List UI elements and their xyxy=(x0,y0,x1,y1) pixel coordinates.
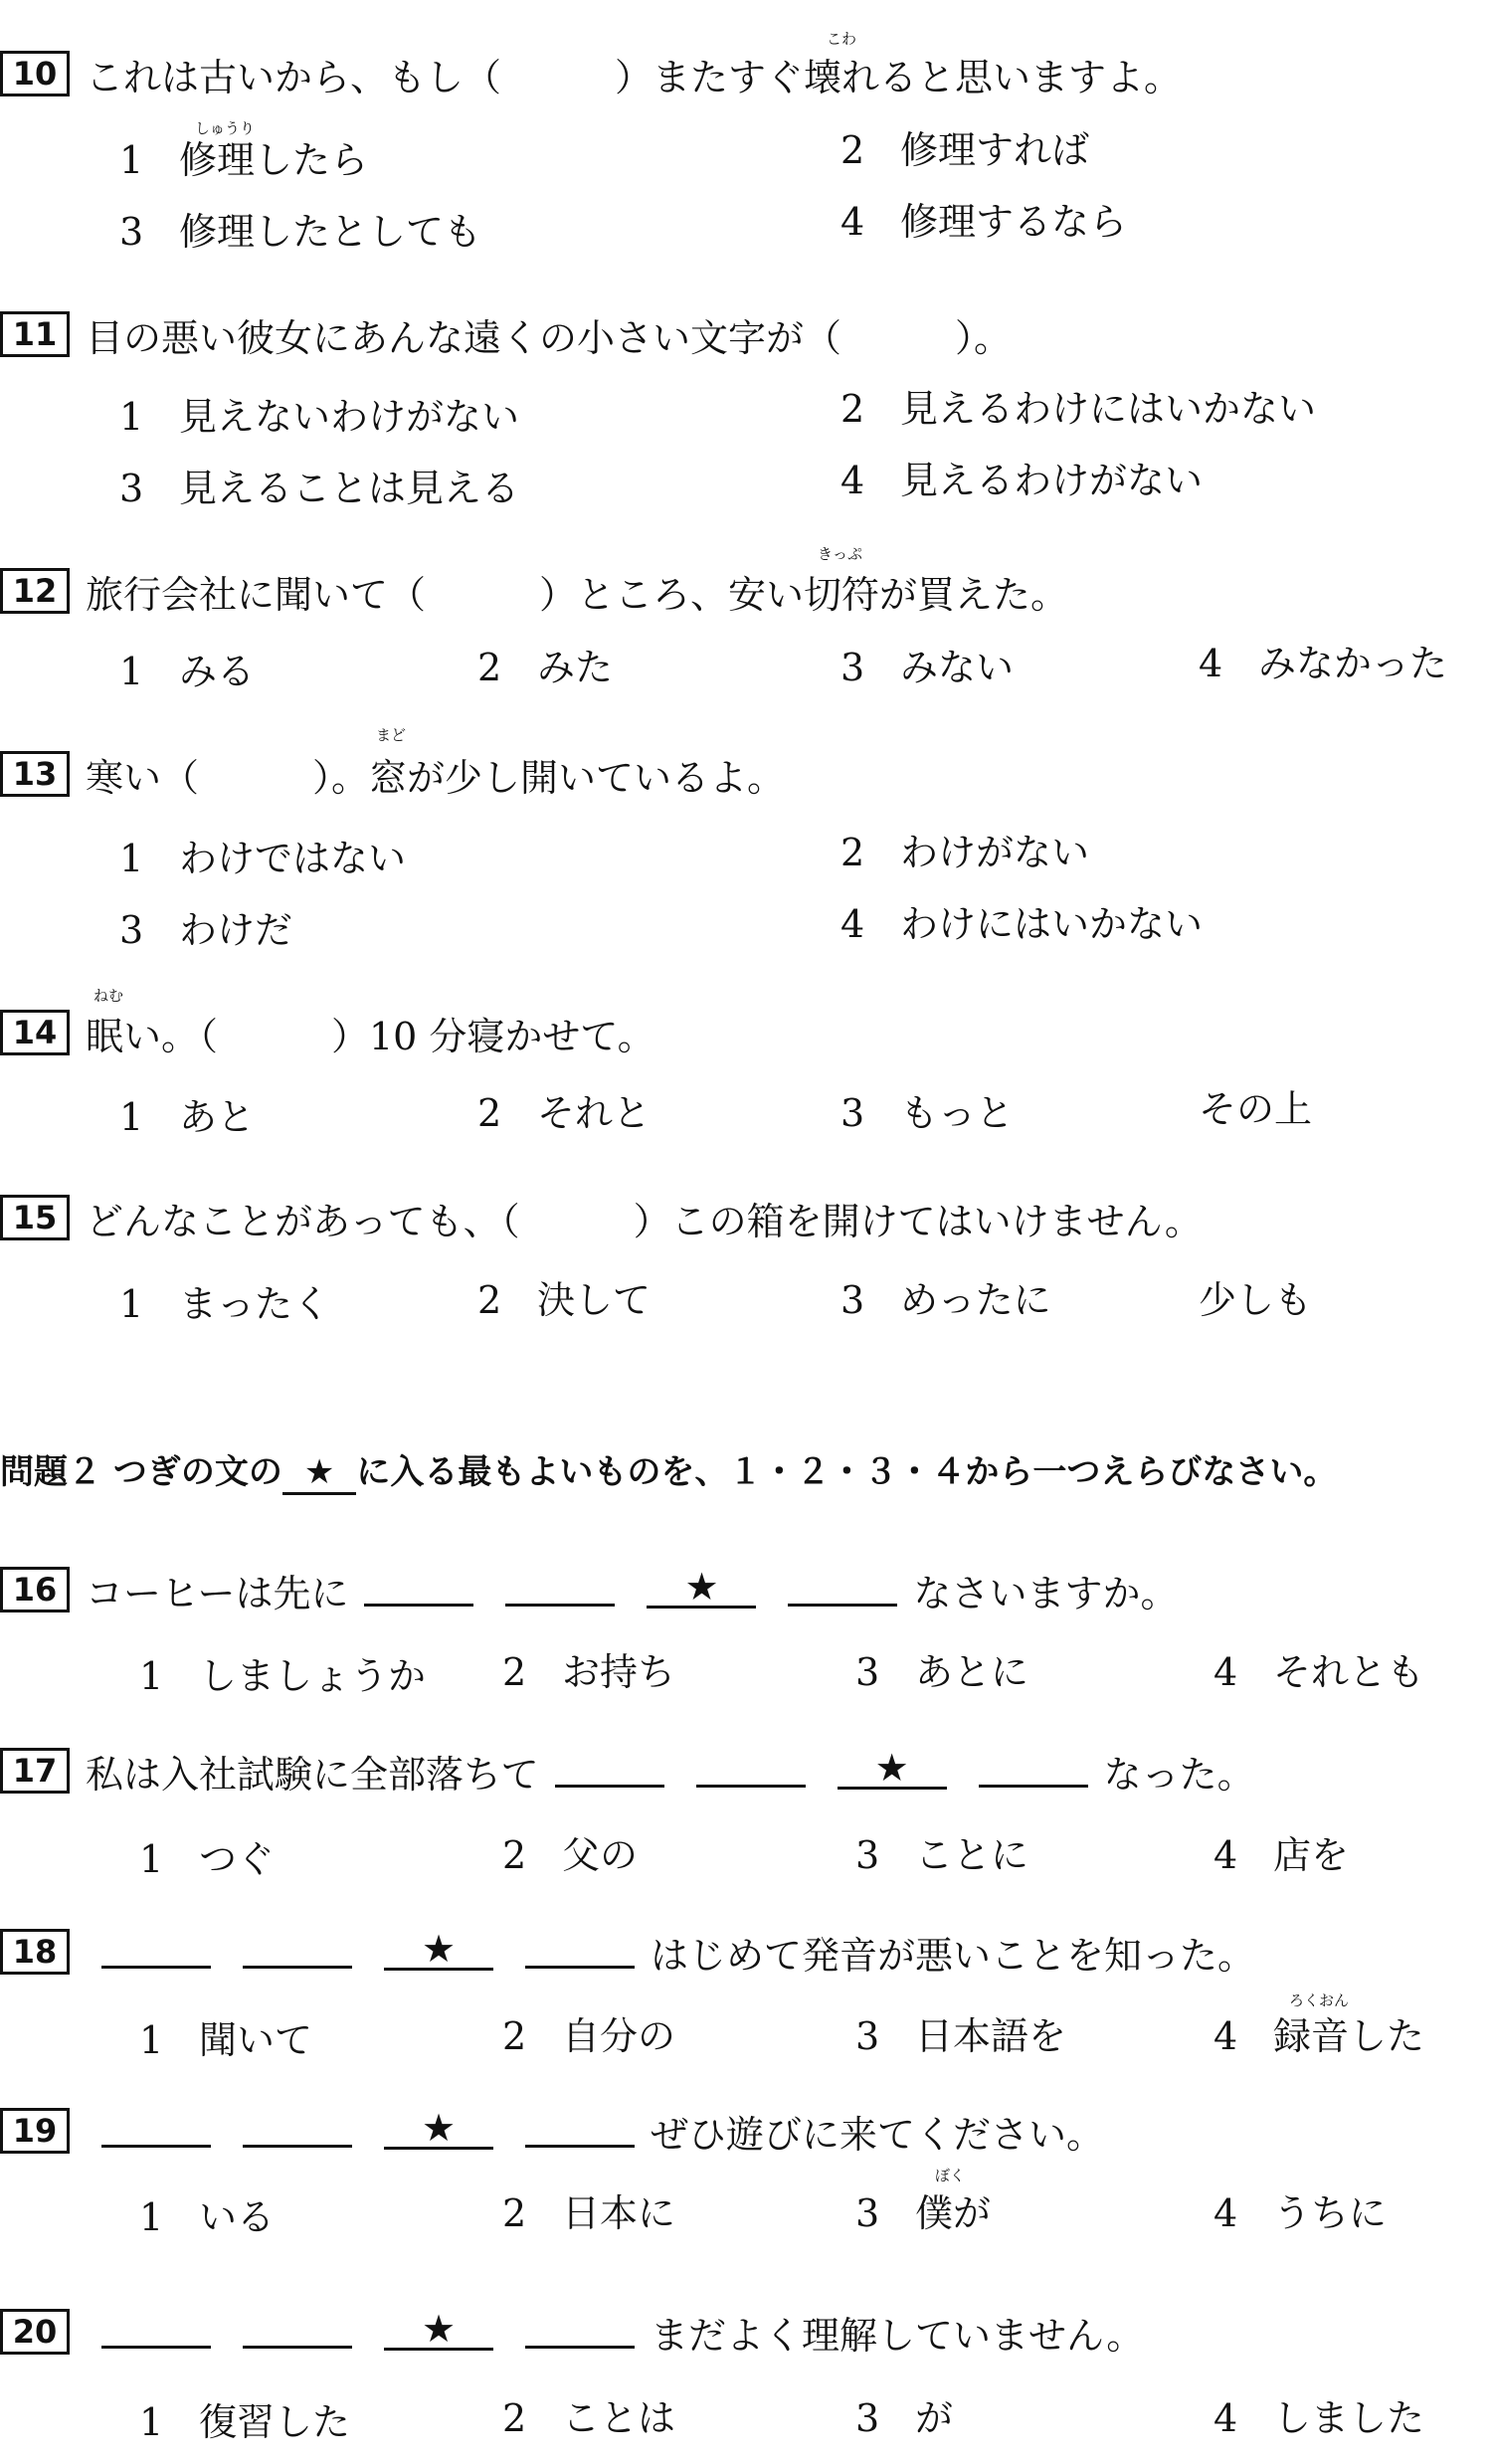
option: 3 見えることは見える xyxy=(119,467,520,510)
answer-blank xyxy=(243,1936,352,1969)
option: 3 ことに xyxy=(855,1833,1029,1877)
furigana: ぼく xyxy=(935,2167,966,2184)
question-text: 私は入社試験に全部落ちて xyxy=(86,1752,539,1797)
option: 2 見えるわけにはいかない xyxy=(840,387,1317,431)
option: 1 みる xyxy=(119,650,256,693)
answer-blank xyxy=(525,1936,635,1969)
option: 4 店を xyxy=(1213,1833,1350,1877)
question-text: まだよく理解していません。 xyxy=(651,2313,1145,2358)
option: 3 めったに xyxy=(840,1278,1051,1322)
question-number: 10 xyxy=(0,51,70,96)
option: 少しも xyxy=(1199,1278,1313,1322)
answer-blank xyxy=(696,1755,806,1788)
section-heading: 問題２ つぎの文の ★ に入る最もよいものを、１・２・３・４から一つえらびなさい。 xyxy=(0,1444,1337,1495)
option: 4 それとも xyxy=(1213,1650,1425,1694)
option: 3 僕が xyxy=(855,2191,992,2235)
option: 1 復習した xyxy=(139,2400,351,2444)
question-number: 17 xyxy=(0,1748,70,1794)
furigana: こわ xyxy=(827,30,857,48)
option: 3 あとに xyxy=(855,1650,1029,1694)
answer-blank xyxy=(101,2316,211,2349)
furigana: まど xyxy=(376,726,407,744)
furigana: しゅうり xyxy=(195,119,256,137)
question-text: はじめて発音が悪いことを知った。 xyxy=(651,1933,1256,1978)
option: 4 うちに xyxy=(1213,2191,1388,2235)
option: 4 修理するなら xyxy=(840,200,1128,244)
option: 3 修理したとしても xyxy=(119,210,482,254)
option: 2 父の xyxy=(502,1833,639,1877)
question-number: 13 xyxy=(0,751,70,797)
option: 2 それと xyxy=(477,1091,652,1135)
option: 3 みない xyxy=(840,646,1015,689)
option: 1 修理したら xyxy=(119,138,369,182)
question-text: 眠い。（ ）10 分寝かせて。 xyxy=(86,1014,655,1058)
option: 2 日本に xyxy=(502,2191,676,2235)
option: 3 わけだ xyxy=(119,908,293,952)
answer-blank xyxy=(788,1574,897,1607)
question-number: 16 xyxy=(0,1567,70,1612)
option: 4 わけにはいかない xyxy=(840,902,1204,946)
option: 1 まったく xyxy=(119,1282,331,1326)
option: 1 つぐ xyxy=(139,1837,276,1881)
question-text: どんなことがあっても、（ ）この箱を開けてはいけません。 xyxy=(86,1199,1203,1243)
star-blank: ★ xyxy=(838,1753,947,1790)
furigana: ねむ xyxy=(93,987,124,1005)
question-text: 目の悪い彼女にあんな遠くの小さい文字が（ ）。 xyxy=(86,315,1013,360)
option: 2 修理すれば xyxy=(840,128,1090,172)
answer-blank xyxy=(525,2115,635,2148)
question-text: ぜひ遊びに来てください。 xyxy=(651,2112,1105,2157)
answer-blank xyxy=(243,2316,352,2349)
question-number: 19 xyxy=(0,2108,70,2154)
question-number: 14 xyxy=(0,1010,70,1055)
question-text: これは古いから、もし（ ）またすぐ壊れると思いますよ。 xyxy=(86,55,1183,99)
option: 4 みなかった xyxy=(1199,642,1448,685)
option: 4 見えるわけがない xyxy=(840,459,1204,502)
question-text: 寒い（ ）。窓が少し開いているよ。 xyxy=(86,755,786,800)
star-blank: ★ xyxy=(384,2314,493,2351)
option: 1 聞いて xyxy=(139,2018,313,2062)
option: 1 わけではない xyxy=(119,837,407,880)
option: 2 ことは xyxy=(502,2396,676,2440)
question-number: 12 xyxy=(0,568,70,614)
option: 4 録音した xyxy=(1213,2014,1425,2058)
answer-blank xyxy=(243,2115,352,2148)
answer-blank xyxy=(555,1755,664,1788)
answer-blank xyxy=(525,2316,635,2349)
star-blank: ★ xyxy=(384,2113,493,2150)
star-blank: ★ xyxy=(384,1934,493,1971)
answer-blank xyxy=(101,2115,211,2148)
question-text: 旅行会社に聞いて（ ）ところ、安い切符が買えた。 xyxy=(86,572,1069,617)
option: 2 わけがない xyxy=(840,831,1090,874)
option: その上 xyxy=(1199,1087,1313,1131)
furigana: ろくおん xyxy=(1289,1991,1350,2009)
option: 2 みた xyxy=(477,646,614,689)
answer-blank xyxy=(505,1574,615,1607)
question-number: 18 xyxy=(0,1929,70,1975)
option: 4 しました xyxy=(1213,2396,1425,2440)
option: 3 日本語を xyxy=(855,2014,1067,2058)
answer-blank xyxy=(364,1574,473,1607)
answer-blank xyxy=(979,1755,1088,1788)
question-text: コーヒーは先に xyxy=(86,1571,349,1615)
question-number: 15 xyxy=(0,1195,70,1240)
option: 1 あと xyxy=(119,1095,256,1139)
option: 1 いる xyxy=(139,2195,276,2239)
star-icon: ★ xyxy=(282,1452,356,1495)
option: 2 決して xyxy=(477,1278,652,1322)
option: 1 見えないわけがない xyxy=(119,395,520,439)
answer-blank xyxy=(101,1936,211,1969)
option: 1 しましょうか xyxy=(139,1654,427,1698)
option: 2 自分の xyxy=(502,2014,676,2058)
option: 2 お持ち xyxy=(502,1650,676,1694)
option: 3 もっと xyxy=(840,1091,1015,1135)
option: 3 が xyxy=(855,2396,954,2440)
star-blank: ★ xyxy=(647,1572,756,1609)
question-number: 20 xyxy=(0,2309,70,2355)
furigana: きっぷ xyxy=(818,545,863,563)
question-number: 11 xyxy=(0,311,70,357)
